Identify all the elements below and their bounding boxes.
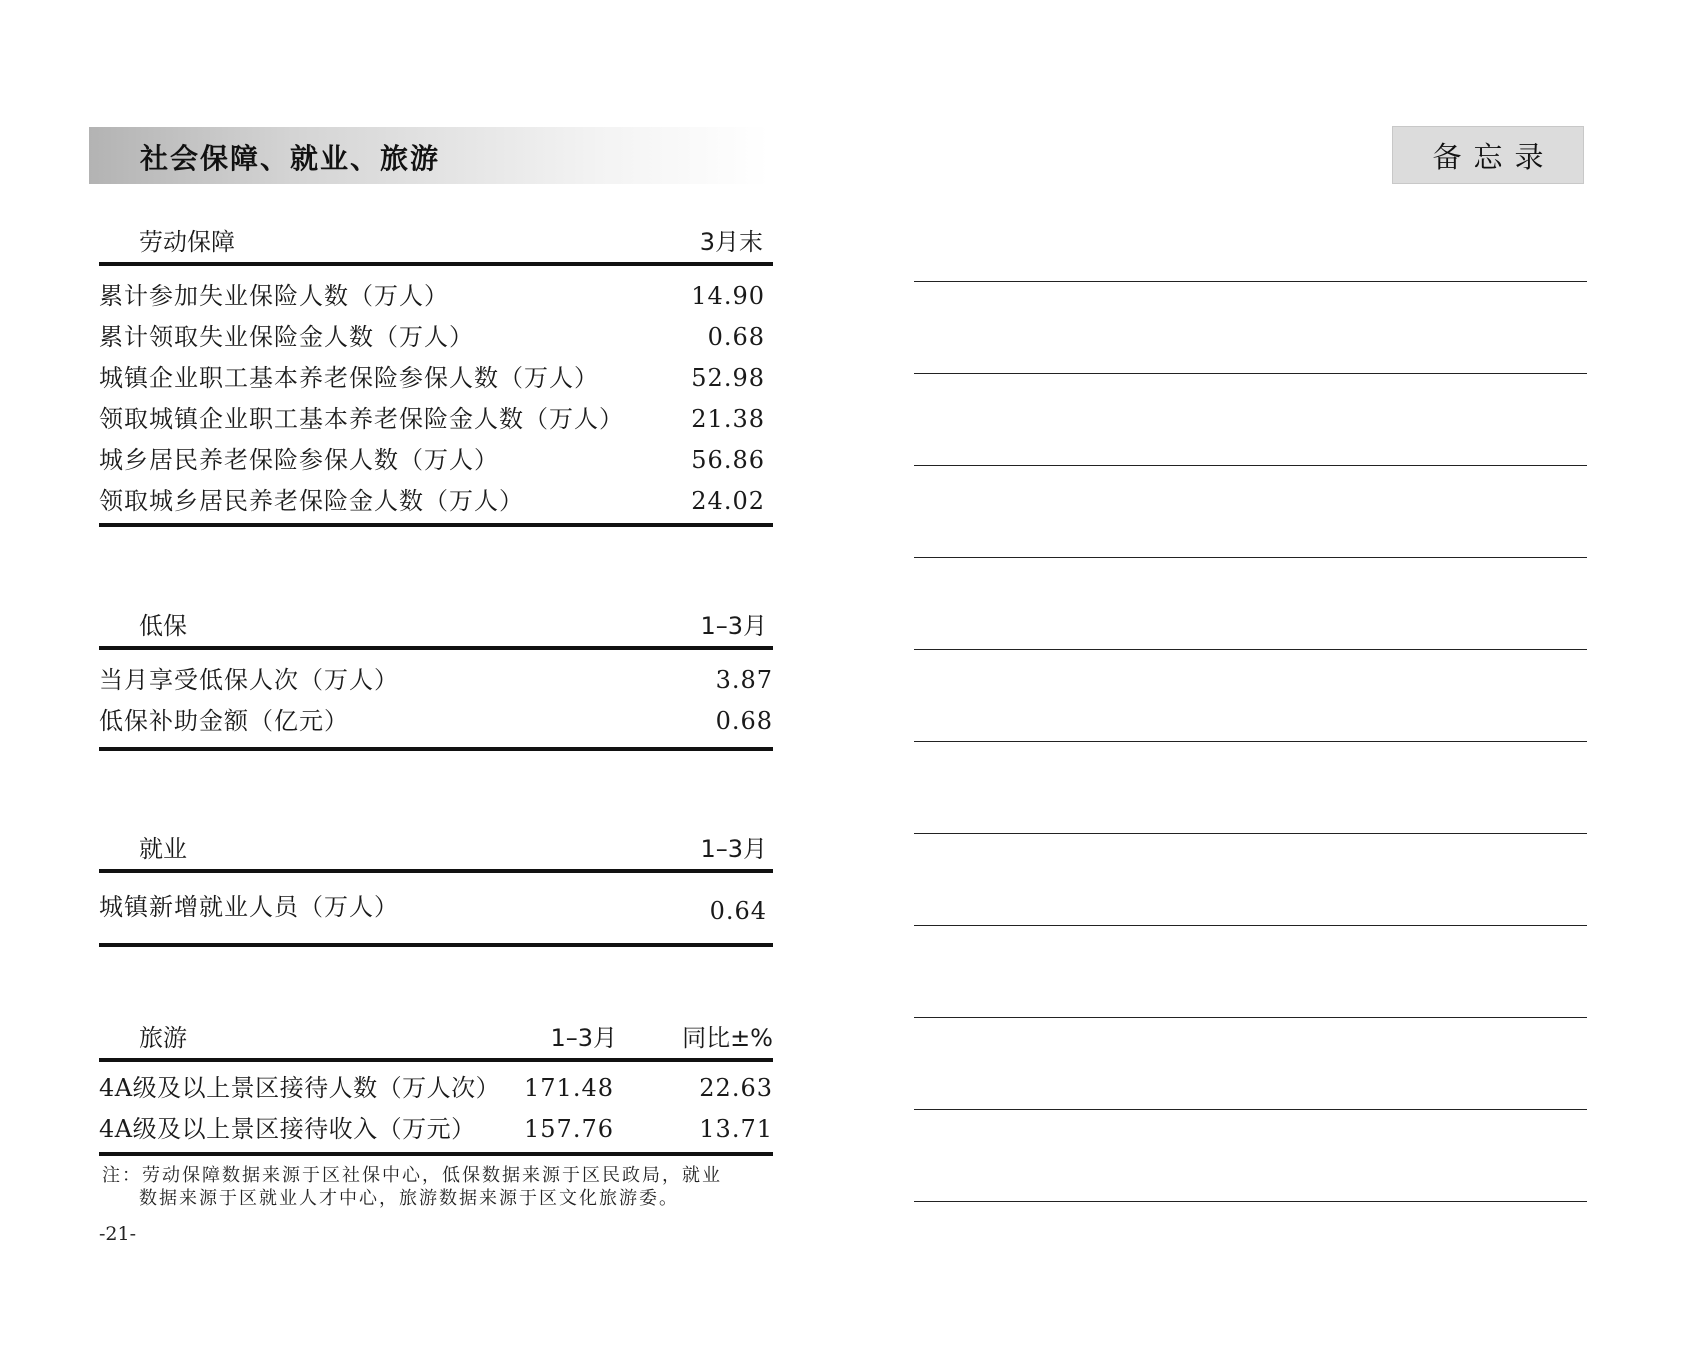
memo-line bbox=[914, 373, 1587, 374]
employment-table-header bbox=[99, 827, 773, 867]
table-row bbox=[99, 440, 773, 481]
dibao-col-header: 1–3月 bbox=[700, 612, 767, 640]
table-row bbox=[99, 399, 773, 440]
row-label: 城乡居民养老保险参保人数（万人） bbox=[99, 446, 499, 474]
row-value: 0.68 bbox=[715, 707, 773, 735]
row-value: 3.87 bbox=[715, 666, 773, 694]
memo-line bbox=[914, 1017, 1587, 1018]
memo-line bbox=[914, 833, 1587, 834]
row-value: 0.64 bbox=[709, 897, 767, 925]
tourism-table-title: 旅游 bbox=[139, 1024, 187, 1052]
dibao-table-header bbox=[99, 604, 773, 644]
header-rule bbox=[99, 1058, 773, 1062]
note-line-1: 注：劳动保障数据来源于区社保中心，低保数据来源于区民政局，就业 bbox=[102, 1165, 722, 1186]
table-row bbox=[99, 660, 773, 701]
row-label: 低保补助金额（亿元） bbox=[99, 707, 349, 735]
tourism-col2-header: 同比±% bbox=[682, 1024, 773, 1052]
row-label: 领取城乡居民养老保险金人数（万人） bbox=[99, 487, 524, 515]
memo-line bbox=[914, 649, 1587, 650]
section-title: 社会保障、就业、旅游 bbox=[140, 142, 441, 175]
note-line-2: 数据来源于区就业人才中心，旅游数据来源于区文化旅游委。 bbox=[139, 1188, 679, 1209]
memo-line bbox=[914, 741, 1587, 742]
memo-line bbox=[914, 1201, 1587, 1202]
row-value: 0.68 bbox=[707, 323, 765, 351]
row-value: 21.38 bbox=[691, 405, 765, 433]
labor-table-title: 劳动保障 bbox=[139, 228, 235, 256]
dibao-table-title: 低保 bbox=[139, 612, 187, 640]
row-value: 171.48 bbox=[524, 1074, 614, 1102]
row-value: 14.90 bbox=[691, 282, 765, 310]
labor-col-header: 3月末 bbox=[699, 228, 763, 256]
row-label: 城镇新增就业人员（万人） bbox=[99, 893, 399, 921]
header-rule bbox=[99, 869, 773, 873]
dibao-table bbox=[99, 604, 773, 751]
memo-title: 备忘录 bbox=[1392, 126, 1584, 184]
tourism-col1-header: 1–3月 bbox=[550, 1024, 617, 1052]
row-value: 56.86 bbox=[691, 446, 765, 474]
row-change: 22.63 bbox=[699, 1074, 773, 1102]
row-value: 24.02 bbox=[691, 487, 765, 515]
row-label: 当月享受低保人次（万人） bbox=[99, 666, 399, 694]
row-value: 157.76 bbox=[524, 1115, 614, 1143]
row-label: 领取城镇企业职工基本养老保险金人数（万人） bbox=[99, 405, 624, 433]
row-label: 城镇企业职工基本养老保险参保人数（万人） bbox=[99, 364, 599, 392]
row-label: 4A级及以上景区接待收入（万元） bbox=[99, 1115, 476, 1143]
header-rule bbox=[99, 262, 773, 266]
labor-table-header bbox=[99, 220, 773, 260]
row-label: 累计领取失业保险金人数（万人） bbox=[99, 323, 474, 351]
row-label: 累计参加失业保险人数（万人） bbox=[99, 282, 449, 310]
table-row bbox=[99, 358, 773, 399]
page-number: -21- bbox=[99, 1223, 137, 1245]
table-row bbox=[99, 887, 773, 928]
row-change: 13.71 bbox=[699, 1115, 773, 1143]
footer-rule bbox=[99, 1152, 773, 1156]
employment-table bbox=[99, 827, 773, 947]
tourism-table bbox=[99, 1016, 773, 1156]
memo-line bbox=[914, 1109, 1587, 1110]
table-row bbox=[99, 481, 773, 522]
source-note bbox=[102, 1164, 722, 1210]
memo-line bbox=[914, 465, 1587, 466]
table-row bbox=[99, 701, 773, 742]
table-row bbox=[99, 317, 773, 358]
employment-table-title: 就业 bbox=[139, 835, 187, 863]
tourism-table-header bbox=[99, 1016, 773, 1056]
row-value: 52.98 bbox=[691, 364, 765, 392]
footer-rule bbox=[99, 523, 773, 527]
labor-table bbox=[99, 220, 773, 527]
memo-line bbox=[914, 281, 1587, 282]
footer-rule bbox=[99, 943, 773, 947]
table-row bbox=[99, 276, 773, 317]
memo-line bbox=[914, 557, 1587, 558]
row-label: 4A级及以上景区接待人数（万人次） bbox=[99, 1074, 501, 1102]
employment-col-header: 1–3月 bbox=[700, 835, 767, 863]
table-row bbox=[99, 1068, 773, 1109]
table-row bbox=[99, 1109, 773, 1150]
memo-line bbox=[914, 925, 1587, 926]
footer-rule bbox=[99, 747, 773, 751]
header-rule bbox=[99, 646, 773, 650]
